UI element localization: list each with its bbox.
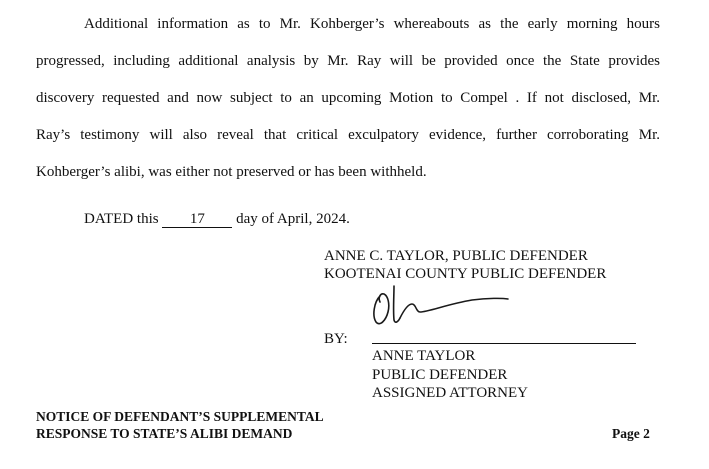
dated-day: 17 [189,211,205,227]
signature-line [372,343,636,344]
dated-line [84,210,350,228]
attorney-title-1: PUBLIC DEFENDER [372,367,508,383]
body-line: Ray’s testimony will also reveal that critical exculpatory evidence, further corroborating Mr. [36,127,660,143]
attorney-title-2: ASSIGNED ATTORNEY [372,385,528,401]
page-number: Page 2 [612,426,650,441]
dated-prefix: DATED this [84,211,163,227]
body-line: discovery requested and now subject to an upcoming Motion to Compel . If not disclosed, Mr. [36,90,660,106]
office-line-2: KOOTENAI COUNTY PUBLIC DEFENDER [324,266,607,282]
by-label: BY: [324,331,348,347]
body-line: progressed, including additional analysis by Mr. Ray will be provided once the State provides [36,53,660,69]
handwritten-signature [368,282,518,332]
footer-doc-title-line-2: RESPONSE TO STATE’S ALIBI DEMAND [36,426,293,441]
dated-suffix: day of April, 2024. [232,211,350,227]
body-line: Kohberger’s alibi, was either not preserved or has been withheld. [36,164,427,180]
dated-day-blank [162,212,232,228]
footer-doc-title-line-1: NOTICE OF DEFENDANT’S SUPPLEMENTAL [36,409,324,424]
attorney-name: ANNE TAYLOR [372,348,476,364]
office-line-1: ANNE C. TAYLOR, PUBLIC DEFENDER [324,248,588,264]
body-line: Additional information as to Mr. Kohberger’s whereabouts as the early morning hours [84,16,660,32]
